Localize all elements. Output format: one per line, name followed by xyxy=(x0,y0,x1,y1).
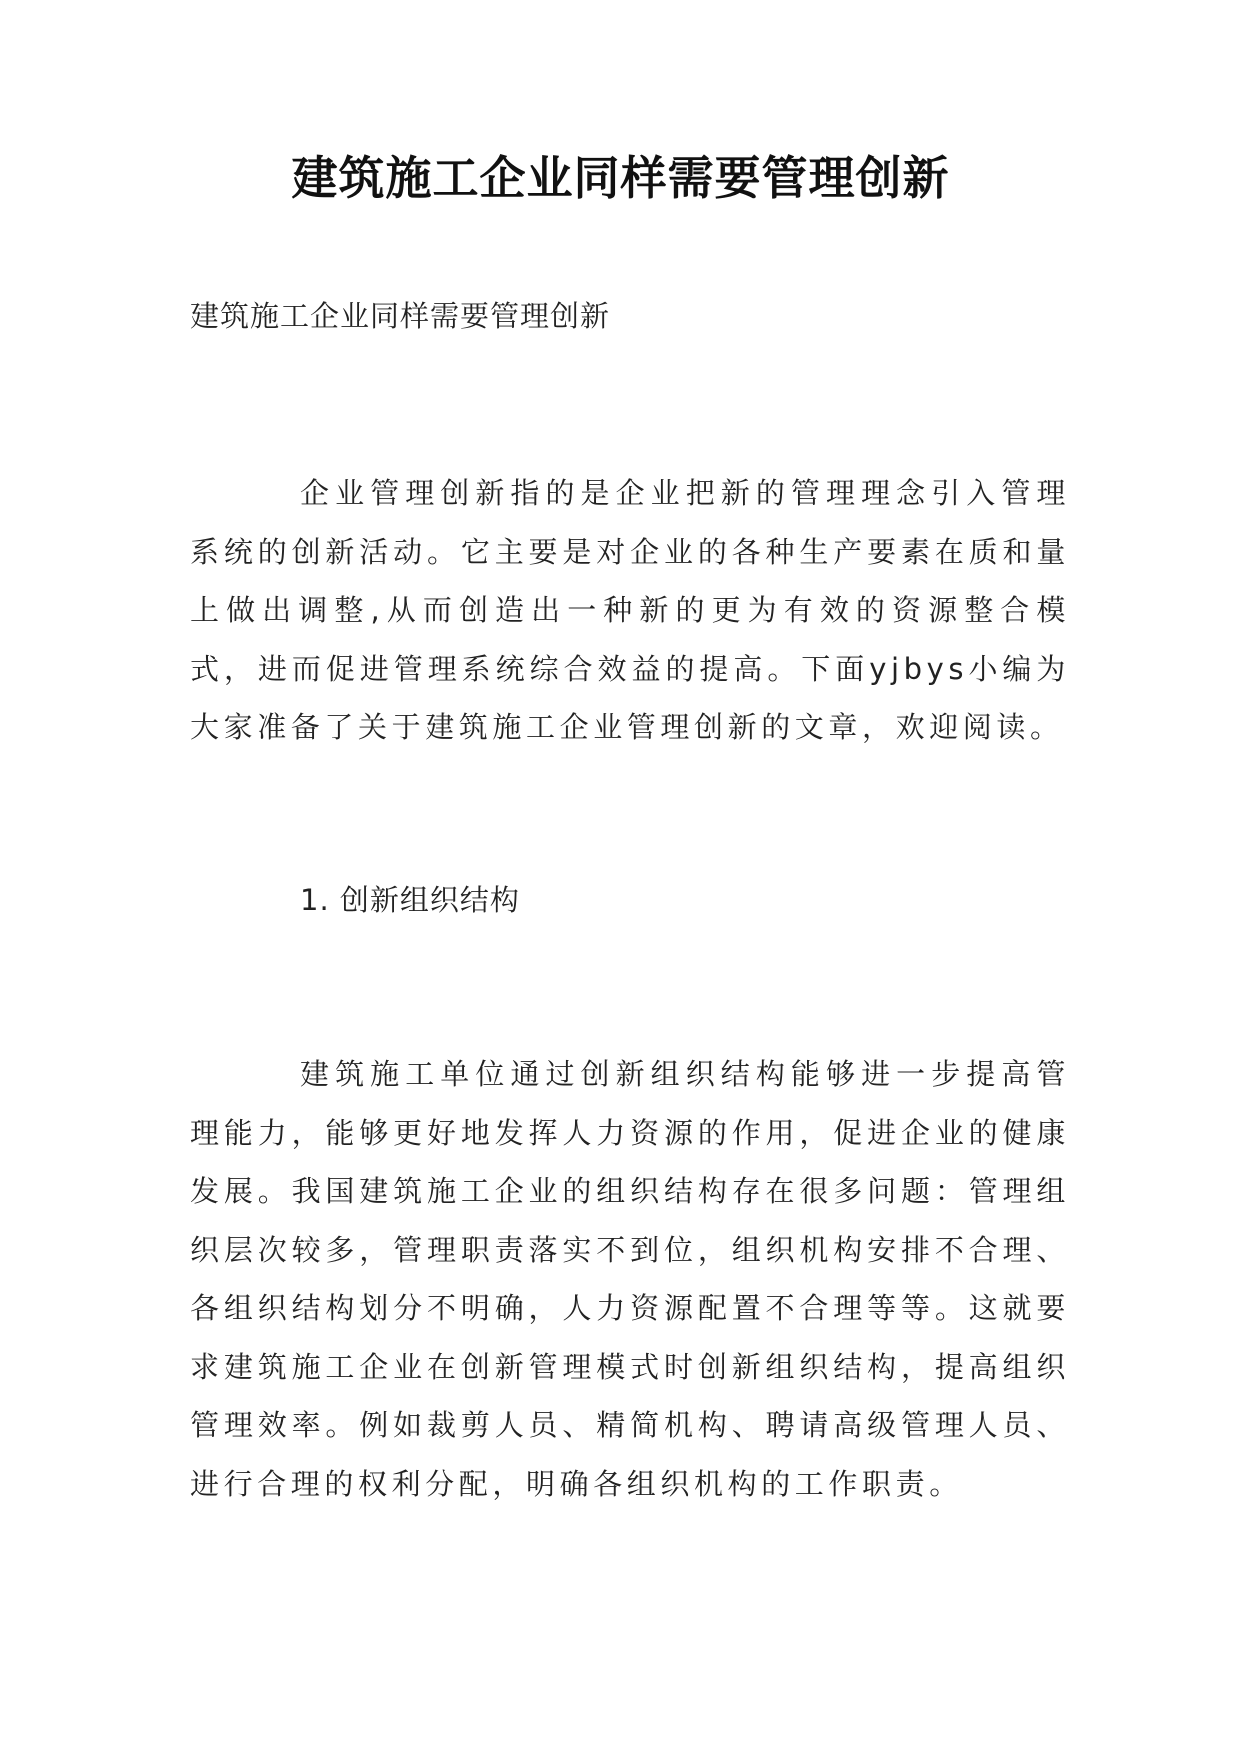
intro-paragraph: 企业管理创新指的是企业把新的管理理念引入管理系统的创新活动。它主要是对企业的各种生产要素在质和量上做出调整,从而创造出一种新的更为有效的资源整合模式，进而促进管理系统综合效益的提高。下面yjbys小编为大家准备了关于建筑施工企业管理创新的文章，欢迎阅读。 xyxy=(190,476,1070,744)
section-paragraph: 建筑施工单位通过创新组织结构能够进一步提高管理能力，能够更好地发挥人力资源的作用，促进企业的健康发展。我国建筑施工企业的组织结构存在很多问题：管理组织层次较多，管理职责落实不到位，组织机构安排不合理、各组织结构划分不明确，人力资源配置不合理等等。这就要求建筑施工企业在创新管理模式时创新组织结构，提高组织管理效率。例如裁剪人员、精简机构、聘请高级管理人员、进行合理的权利分配，明确各组织机构的工作职责。 xyxy=(190,1057,1070,1501)
section-heading: 1. 创新组织结构 xyxy=(300,883,520,917)
document-subtitle: 建筑施工企业同样需要管理创新 xyxy=(190,299,611,333)
document-title: 建筑施工企业同样需要管理创新 xyxy=(291,151,950,205)
